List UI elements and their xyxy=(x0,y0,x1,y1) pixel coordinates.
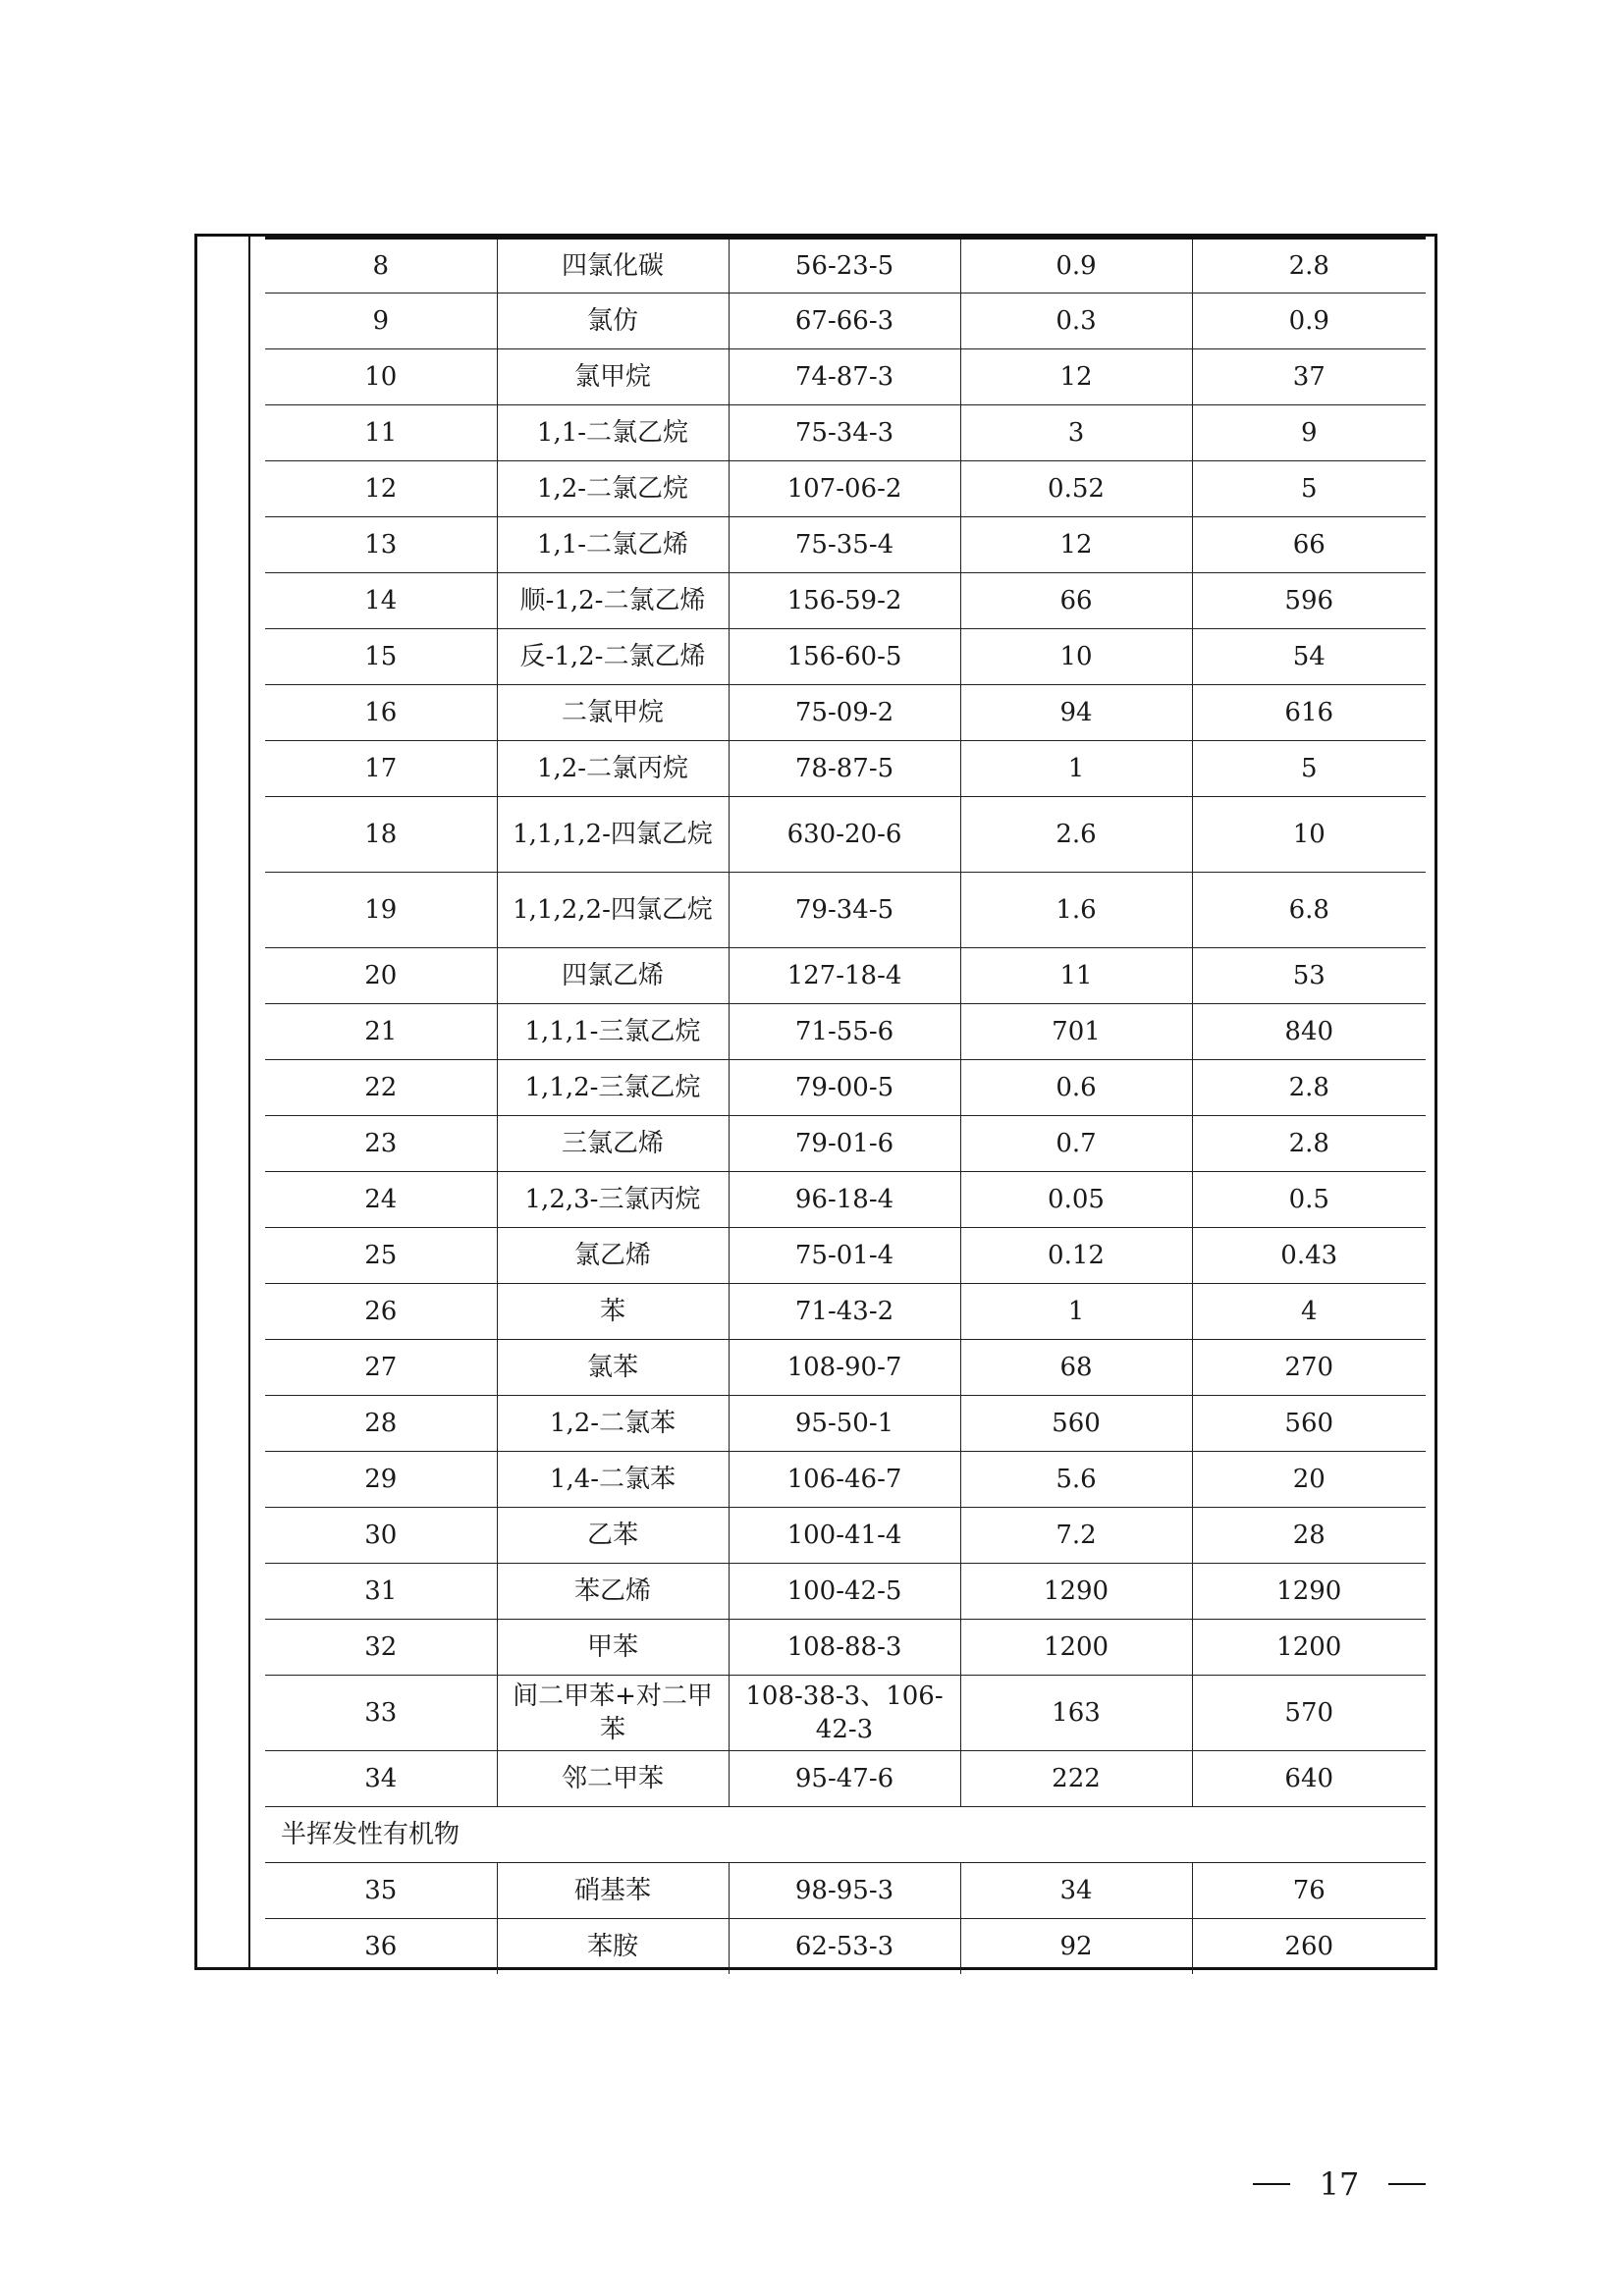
cas-number-cell: 630-20-6 xyxy=(729,796,960,872)
table-row xyxy=(265,572,1426,628)
page-number-left-dash xyxy=(1253,2183,1290,2185)
control-value-cell: 0.9 xyxy=(1192,293,1426,348)
cas-number-cell: 71-43-2 xyxy=(729,1283,960,1339)
control-value-cell: 54 xyxy=(1192,628,1426,684)
table-row xyxy=(265,684,1426,740)
control-value-cell: 840 xyxy=(1192,1003,1426,1059)
screening-value-cell: 68 xyxy=(960,1339,1192,1395)
screening-value-cell: 34 xyxy=(960,1862,1192,1918)
row-number-cell: 25 xyxy=(265,1227,497,1283)
compound-name-cell: 氯苯 xyxy=(497,1339,729,1395)
screening-value-cell: 10 xyxy=(960,628,1192,684)
compound-name-cell: 硝基苯 xyxy=(497,1862,729,1918)
cas-number-cell: 95-50-1 xyxy=(729,1395,960,1451)
table-row xyxy=(265,516,1426,572)
table-row xyxy=(265,1395,1426,1451)
screening-value-cell: 560 xyxy=(960,1395,1192,1451)
control-value-cell: 5 xyxy=(1192,460,1426,516)
cas-number-cell: 100-41-4 xyxy=(729,1507,960,1563)
screening-value-cell: 66 xyxy=(960,572,1192,628)
cas-number-cell: 107-06-2 xyxy=(729,460,960,516)
cas-number-cell: 78-87-5 xyxy=(729,740,960,796)
screening-value-cell: 94 xyxy=(960,684,1192,740)
table-row xyxy=(265,872,1426,947)
row-number-cell: 35 xyxy=(265,1862,497,1918)
row-number-cell: 17 xyxy=(265,740,497,796)
table-row xyxy=(265,1750,1426,1806)
compound-name-cell: 1,1,1-三氯乙烷 xyxy=(497,1003,729,1059)
row-number-cell: 8 xyxy=(265,237,497,293)
table-row xyxy=(265,1003,1426,1059)
row-number-cell: 27 xyxy=(265,1339,497,1395)
cas-number-cell: 108-38-3、106-42-3 xyxy=(729,1675,960,1750)
table-row xyxy=(265,348,1426,404)
screening-value-cell: 1290 xyxy=(960,1563,1192,1619)
cas-number-cell: 74-87-3 xyxy=(729,348,960,404)
row-number-cell: 13 xyxy=(265,516,497,572)
table-row xyxy=(265,796,1426,872)
screening-value-cell: 3 xyxy=(960,404,1192,460)
compound-name-cell: 1,4-二氯苯 xyxy=(497,1451,729,1507)
cas-number-cell: 75-01-4 xyxy=(729,1227,960,1283)
row-number-cell: 32 xyxy=(265,1619,497,1675)
row-number-cell: 12 xyxy=(265,460,497,516)
cas-number-cell: 98-95-3 xyxy=(729,1862,960,1918)
table-row xyxy=(265,1619,1426,1675)
table-row xyxy=(265,1451,1426,1507)
control-value-cell: 1290 xyxy=(1192,1563,1426,1619)
control-value-cell: 53 xyxy=(1192,947,1426,1003)
row-number-cell: 9 xyxy=(265,293,497,348)
row-number-cell: 29 xyxy=(265,1451,497,1507)
table-row xyxy=(265,1115,1426,1171)
table-row xyxy=(265,1675,1426,1750)
compound-name-cell: 1,1,1,2-四氯乙烷 xyxy=(497,796,729,872)
control-value-cell: 10 xyxy=(1192,796,1426,872)
row-number-cell: 16 xyxy=(265,684,497,740)
compound-name-cell: 甲苯 xyxy=(497,1619,729,1675)
cas-number-cell: 156-59-2 xyxy=(729,572,960,628)
compound-name-cell: 苯胺 xyxy=(497,1918,729,1974)
screening-value-cell: 163 xyxy=(960,1675,1192,1750)
compound-name-cell: 反-1,2-二氯乙烯 xyxy=(497,628,729,684)
cas-number-cell: 75-34-3 xyxy=(729,404,960,460)
section-header-row xyxy=(265,1806,1426,1862)
screening-value-cell: 2.6 xyxy=(960,796,1192,872)
control-value-cell: 596 xyxy=(1192,572,1426,628)
compound-name-cell: 氯乙烯 xyxy=(497,1227,729,1283)
table-row xyxy=(265,460,1426,516)
screening-value-cell: 0.7 xyxy=(960,1115,1192,1171)
screening-value-cell: 12 xyxy=(960,516,1192,572)
cas-number-cell: 127-18-4 xyxy=(729,947,960,1003)
row-number-cell: 15 xyxy=(265,628,497,684)
table-row xyxy=(265,404,1426,460)
compound-name-cell: 1,1,2,2-四氯乙烷 xyxy=(497,872,729,947)
compound-name-cell: 乙苯 xyxy=(497,1507,729,1563)
screening-value-cell: 0.12 xyxy=(960,1227,1192,1283)
compound-name-cell: 邻二甲苯 xyxy=(497,1750,729,1806)
screening-value-cell: 1200 xyxy=(960,1619,1192,1675)
left-margin-rule xyxy=(248,236,250,1968)
table-row xyxy=(265,1059,1426,1115)
row-number-cell: 24 xyxy=(265,1171,497,1227)
table-row xyxy=(265,947,1426,1003)
table-row xyxy=(265,1862,1426,1918)
table-row xyxy=(265,1507,1426,1563)
compound-name-cell: 1,2-二氯苯 xyxy=(497,1395,729,1451)
cas-number-cell: 62-53-3 xyxy=(729,1918,960,1974)
pollutant-table xyxy=(265,234,1426,1974)
screening-value-cell: 1.6 xyxy=(960,872,1192,947)
page-footer xyxy=(1253,2165,1426,2203)
screening-value-cell: 5.6 xyxy=(960,1451,1192,1507)
row-number-cell: 23 xyxy=(265,1115,497,1171)
control-value-cell: 76 xyxy=(1192,1862,1426,1918)
screening-value-cell: 7.2 xyxy=(960,1507,1192,1563)
screening-value-cell: 0.9 xyxy=(960,237,1192,293)
table-row xyxy=(265,1918,1426,1974)
compound-name-cell: 1,1-二氯乙烯 xyxy=(497,516,729,572)
cas-number-cell: 56-23-5 xyxy=(729,237,960,293)
control-value-cell: 270 xyxy=(1192,1339,1426,1395)
control-value-cell: 260 xyxy=(1192,1918,1426,1974)
control-value-cell: 20 xyxy=(1192,1451,1426,1507)
screening-value-cell: 222 xyxy=(960,1750,1192,1806)
row-number-cell: 34 xyxy=(265,1750,497,1806)
row-number-cell: 18 xyxy=(265,796,497,872)
cas-number-cell: 156-60-5 xyxy=(729,628,960,684)
screening-value-cell: 11 xyxy=(960,947,1192,1003)
row-number-cell: 36 xyxy=(265,1918,497,1974)
row-number-cell: 28 xyxy=(265,1395,497,1451)
compound-name-cell: 苯 xyxy=(497,1283,729,1339)
row-number-cell: 26 xyxy=(265,1283,497,1339)
screening-value-cell: 0.52 xyxy=(960,460,1192,516)
row-number-cell: 10 xyxy=(265,348,497,404)
screening-value-cell: 1 xyxy=(960,1283,1192,1339)
compound-name-cell: 氯甲烷 xyxy=(497,348,729,404)
table-row xyxy=(265,1339,1426,1395)
cas-number-cell: 108-88-3 xyxy=(729,1619,960,1675)
cas-number-cell: 75-35-4 xyxy=(729,516,960,572)
control-value-cell: 28 xyxy=(1192,1507,1426,1563)
control-value-cell: 4 xyxy=(1192,1283,1426,1339)
row-number-cell: 20 xyxy=(265,947,497,1003)
compound-name-cell: 顺-1,2-二氯乙烯 xyxy=(497,572,729,628)
control-value-cell: 0.5 xyxy=(1192,1171,1426,1227)
cas-number-cell: 106-46-7 xyxy=(729,1451,960,1507)
compound-name-cell: 间二甲苯+对二甲苯 xyxy=(497,1675,729,1750)
screening-value-cell: 12 xyxy=(960,348,1192,404)
screening-value-cell: 0.3 xyxy=(960,293,1192,348)
compound-name-cell: 二氯甲烷 xyxy=(497,684,729,740)
compound-name-cell: 四氯化碳 xyxy=(497,237,729,293)
table-row xyxy=(265,1227,1426,1283)
table-row xyxy=(265,1563,1426,1619)
screening-value-cell: 0.05 xyxy=(960,1171,1192,1227)
table-row xyxy=(265,1171,1426,1227)
table-row xyxy=(265,293,1426,348)
control-value-cell: 570 xyxy=(1192,1675,1426,1750)
control-value-cell: 640 xyxy=(1192,1750,1426,1806)
row-number-cell: 11 xyxy=(265,404,497,460)
pollutant-table-body xyxy=(265,237,1426,1974)
cas-number-cell: 96-18-4 xyxy=(729,1171,960,1227)
compound-name-cell: 苯乙烯 xyxy=(497,1563,729,1619)
cas-number-cell: 95-47-6 xyxy=(729,1750,960,1806)
control-value-cell: 9 xyxy=(1192,404,1426,460)
row-number-cell: 22 xyxy=(265,1059,497,1115)
row-number-cell: 30 xyxy=(265,1507,497,1563)
control-value-cell: 2.8 xyxy=(1192,1115,1426,1171)
cas-number-cell: 108-90-7 xyxy=(729,1339,960,1395)
control-value-cell: 66 xyxy=(1192,516,1426,572)
cas-number-cell: 79-34-5 xyxy=(729,872,960,947)
cas-number-cell: 71-55-6 xyxy=(729,1003,960,1059)
control-value-cell: 2.8 xyxy=(1192,237,1426,293)
screening-value-cell: 701 xyxy=(960,1003,1192,1059)
compound-name-cell: 三氯乙烯 xyxy=(497,1115,729,1171)
row-number-cell: 14 xyxy=(265,572,497,628)
compound-name-cell: 1,1-二氯乙烷 xyxy=(497,404,729,460)
row-number-cell: 33 xyxy=(265,1675,497,1750)
page-number: 17 xyxy=(1319,2165,1360,2203)
compound-name-cell: 1,2-二氯丙烷 xyxy=(497,740,729,796)
cas-number-cell: 79-01-6 xyxy=(729,1115,960,1171)
compound-name-cell: 1,2-二氯乙烷 xyxy=(497,460,729,516)
control-value-cell: 2.8 xyxy=(1192,1059,1426,1115)
screening-value-cell: 92 xyxy=(960,1918,1192,1974)
control-value-cell: 5 xyxy=(1192,740,1426,796)
table-row xyxy=(265,1283,1426,1339)
table-row xyxy=(265,237,1426,293)
control-value-cell: 1200 xyxy=(1192,1619,1426,1675)
screening-value-cell: 0.6 xyxy=(960,1059,1192,1115)
compound-name-cell: 氯仿 xyxy=(497,293,729,348)
control-value-cell: 560 xyxy=(1192,1395,1426,1451)
control-value-cell: 0.43 xyxy=(1192,1227,1426,1283)
section-label: 半挥发性有机物 xyxy=(265,1806,1426,1862)
table-row xyxy=(265,740,1426,796)
cas-number-cell: 79-00-5 xyxy=(729,1059,960,1115)
compound-name-cell: 1,1,2-三氯乙烷 xyxy=(497,1059,729,1115)
row-number-cell: 21 xyxy=(265,1003,497,1059)
screening-value-cell: 1 xyxy=(960,740,1192,796)
table-row xyxy=(265,628,1426,684)
compound-name-cell: 四氯乙烯 xyxy=(497,947,729,1003)
control-value-cell: 616 xyxy=(1192,684,1426,740)
compound-name-cell: 1,2,3-三氯丙烷 xyxy=(497,1171,729,1227)
page-number-right-dash xyxy=(1388,2183,1426,2185)
cas-number-cell: 100-42-5 xyxy=(729,1563,960,1619)
cas-number-cell: 67-66-3 xyxy=(729,293,960,348)
control-value-cell: 37 xyxy=(1192,348,1426,404)
cas-number-cell: 75-09-2 xyxy=(729,684,960,740)
row-number-cell: 31 xyxy=(265,1563,497,1619)
control-value-cell: 6.8 xyxy=(1192,872,1426,947)
row-number-cell: 19 xyxy=(265,872,497,947)
